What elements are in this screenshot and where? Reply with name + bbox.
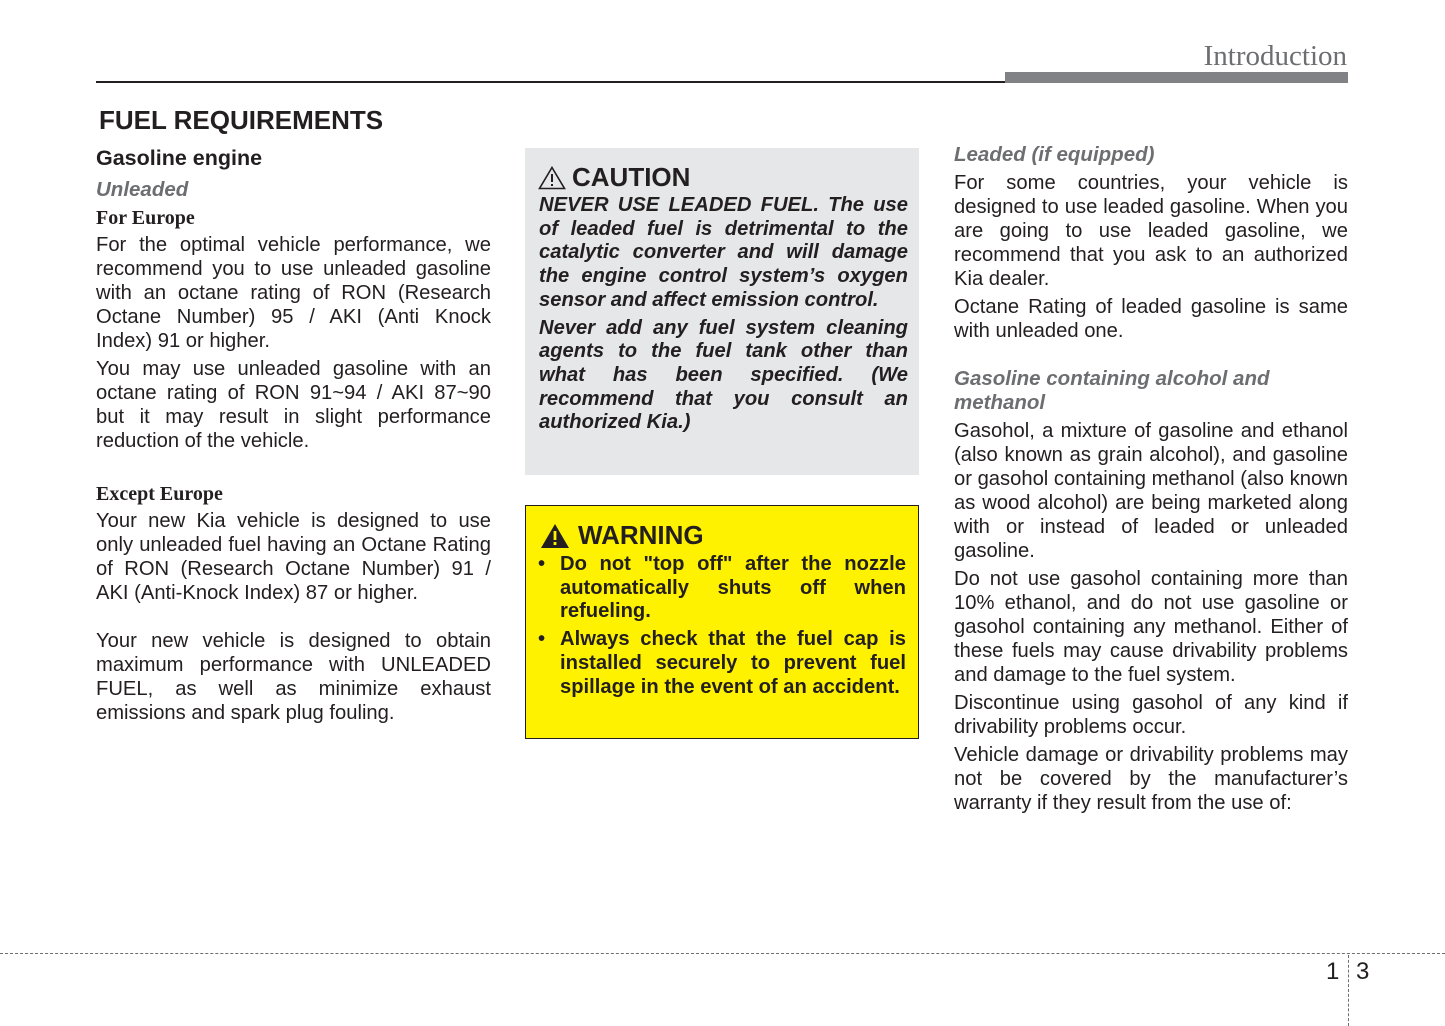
section-title: FUEL REQUIREMENTS xyxy=(99,105,384,135)
right-column xyxy=(954,143,1348,819)
warning-triangle-icon xyxy=(540,523,570,549)
for-europe-heading: For Europe xyxy=(96,207,195,229)
leaded-heading: Leaded (if equipped) xyxy=(954,143,1155,166)
unleaded-heading: Unleaded xyxy=(96,178,189,201)
header-rule xyxy=(96,81,1006,83)
footer-rule xyxy=(0,953,1445,954)
caution-header xyxy=(538,162,690,193)
leaded-paragraph-2: Octane Rating of leaded gasoline is same with unleaded one. xyxy=(954,296,1348,342)
europe-paragraph-2: You may use unleaded gasoline with an octane rating of RON 91~94 / AKI 87~90 but it may result in slight performance reduction of the vehicle. xyxy=(96,358,491,452)
alcohol-heading: Gasoline containing alcohol and methanol xyxy=(954,367,1270,414)
chapter-number: 1 xyxy=(1326,958,1340,985)
caution-body xyxy=(539,194,908,439)
leaded-paragraph-1: For some countries, your vehicle is designed to use leaded gasoline. When you are going to use leaded gasoline, we recommend that you ask to an authorized Kia dealer. xyxy=(954,172,1348,290)
warning-box xyxy=(525,505,919,739)
footer-divider xyxy=(1348,955,1349,1026)
alcohol-paragraph-3: Discontinue using gasohol of any kind if drivability problems occur. xyxy=(954,692,1348,738)
page-number: 3 xyxy=(1356,958,1370,985)
left-column xyxy=(96,144,491,729)
except-europe-paragraph-1: Your new Kia vehicle is designed to use only unleaded fuel having an Octane Rating of RON (Research Octane Number) 91 / AKI (Anti-Knock Index) 87 or higher. xyxy=(96,510,491,604)
caution-box xyxy=(525,148,919,475)
gasoline-engine-heading: Gasoline engine xyxy=(96,146,263,170)
europe-paragraph-1: For the optimal vehicle performance, we recommend you to use unleaded gasoline with an octane rating of RON (Research Octane Number) 95 / AKI (Anti Knock Index) 91 or higher. xyxy=(96,234,491,352)
caution-paragraph-1: NEVER USE LEADED FUEL. The use of leaded fuel is detrimental to the catalytic converter and will damage the engine control system’s oxygen sensor and affect emission control. xyxy=(539,194,908,311)
alcohol-paragraph-4: Vehicle damage or drivability problems may not be covered by the manufacturer’s warranty if they result from the use of: xyxy=(954,744,1348,814)
caution-triangle-icon xyxy=(538,166,566,190)
alcohol-paragraph-1: Gasohol, a mixture of gasoline and ethanol (also known as grain alcohol), and gasoline or gasohol containing methanol (also known as wood alcohol) are being marketed along with or instead of leaded or unleaded gasoline. xyxy=(954,420,1348,562)
warning-item: • Do not "top off" after the nozzle automatically shuts off when refueling. xyxy=(538,553,906,623)
chapter-title: Introduction xyxy=(1203,40,1347,72)
warning-title: WARNING xyxy=(578,520,704,550)
caution-title: CAUTION xyxy=(572,162,691,192)
caution-paragraph-2: Never add any fuel system cleaning agents to the fuel tank other than what has been specified. (We recommend that you consult an authorized Kia.) xyxy=(539,316,908,434)
except-europe-paragraph-2: Your new vehicle is designed to obtain maximum performance with UNLEADED FUEL, as well as minimize exhaust emissions and spark plug fouling. xyxy=(96,630,491,724)
header-accent-bar xyxy=(1005,72,1348,83)
alcohol-paragraph-2: Do not use gasohol containing more than 10% ethanol, and do not use gasoline or gasohol containing any methanol. Either of these fuels may cause drivability problems and damage to the fuel system. xyxy=(954,568,1348,686)
warning-list xyxy=(538,553,906,703)
except-europe-heading: Except Europe xyxy=(96,483,223,505)
warning-header xyxy=(540,520,704,551)
warning-item: • Always check that the fuel cap is installed securely to prevent fuel spillage in the event of an accident. xyxy=(538,628,906,698)
